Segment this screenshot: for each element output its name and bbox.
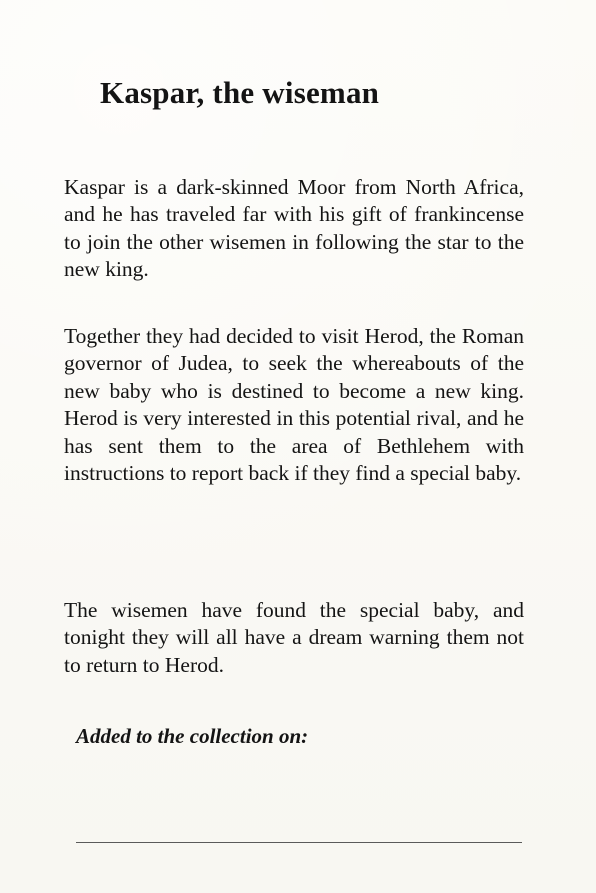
- date-signature-line: [76, 842, 522, 843]
- paragraph-dream-warning: The wisemen have found the special baby, and tonight they will all have a dream warning them not to return to Herod.: [64, 598, 524, 677]
- paragraph-introduction: Kaspar is a dark-skinned Moor from North Africa, and he has traveled far with his gift of frankincense to join the other wisemen in following the star to the new king.: [64, 175, 524, 282]
- card-title: Kaspar, the wiseman: [100, 75, 380, 110]
- added-date-label: Added to the collection on:: [76, 724, 309, 748]
- paragraph-herod-visit: Together they had decided to visit Herod, the Roman governor of Judea, to seek the whereabouts of the new baby who is destined to become a new king. Herod is very interested in this potential rival, and he has sent them to the area of Bethlehem with instructions to report back if they find a special baby.: [64, 324, 524, 486]
